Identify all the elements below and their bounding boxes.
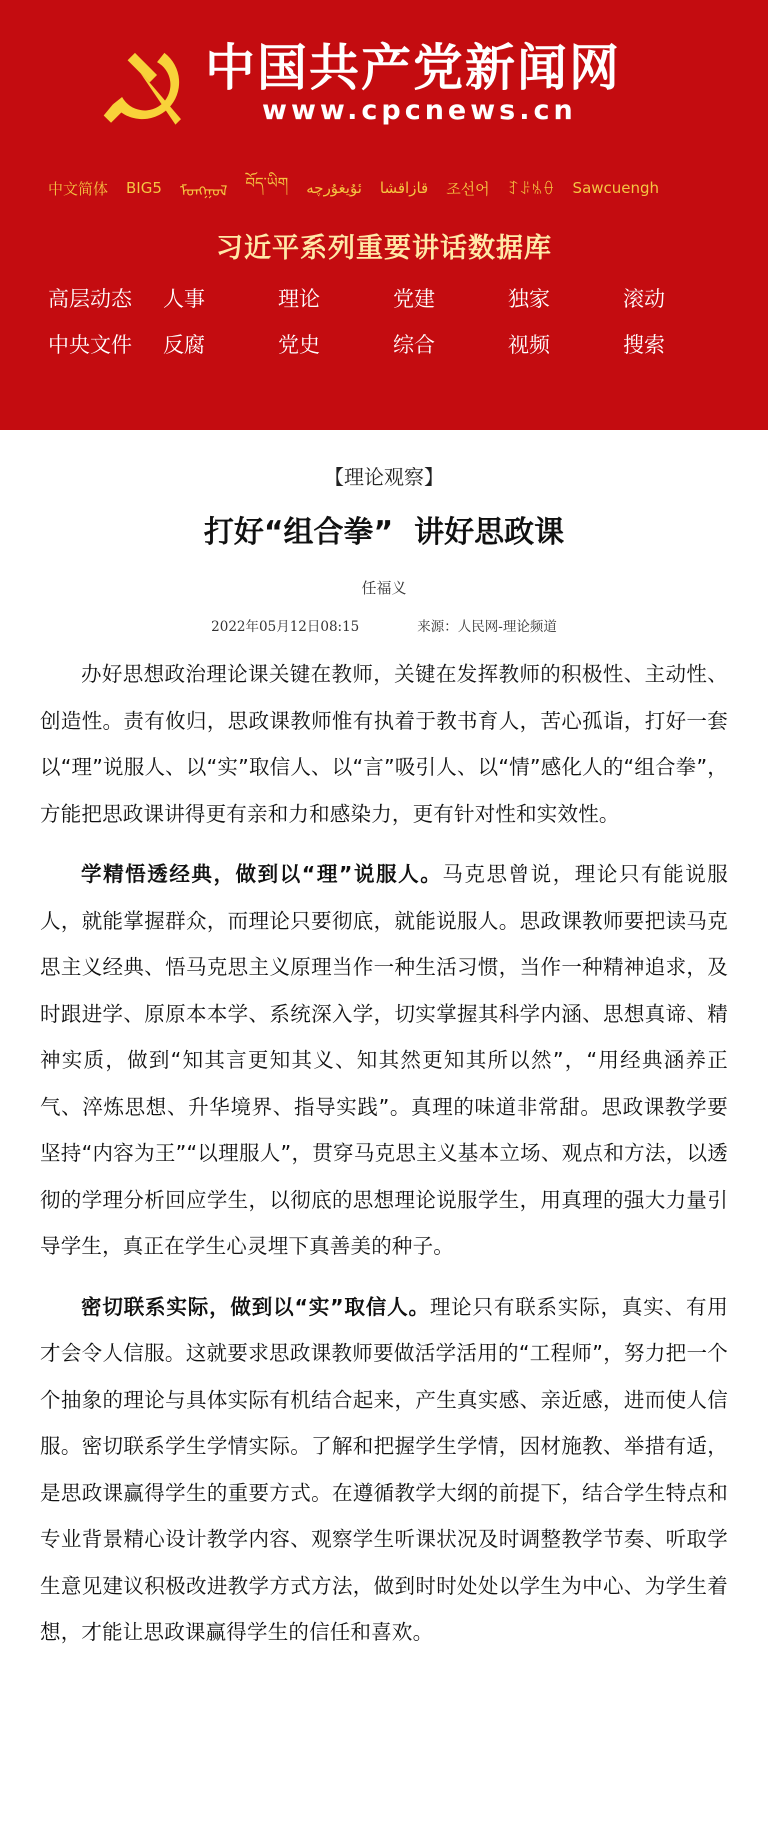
publish-date: 2022年05月12日08:15	[211, 619, 360, 635]
lang-simplified-chinese[interactable]: 中文简体	[48, 179, 109, 198]
lang-mongolian[interactable]: ᠮᠣᠩᠭᠣᠯ	[179, 182, 228, 200]
lang-big5[interactable]: BIG5	[126, 179, 162, 197]
lang-uyghur[interactable]: ئۇيغۇرچە	[306, 179, 362, 197]
database-title[interactable]: 习近平系列重要讲话数据库	[216, 233, 552, 264]
language-bar	[48, 174, 728, 202]
article	[0, 430, 768, 1670]
lang-korean[interactable]: 조선어	[446, 179, 490, 198]
paragraph-text: 理论只有联系实际，真实、有用才会令人信服。这就要求思政课教师要做活学活用的“工程师”，努力把一个个抽象的理论与具体实际有机结合起来，产生真实感、亲近感，进而使人信服。密切联系学生学情实际。了解和把握学生学情，因材施教、举措有适，是思政课赢得学生的重要方式。在遵循教学大纲的前提下，结合学生特点和专业背景精心设计教学内容、观察学生听课状况及时调整教学节奏、听取学生意见建议积极改进教学方式方法，做到时时处处以学生为中心、为学生着想，才能让思政课赢得学生的信任和喜欢。	[40, 1294, 728, 1644]
nav-item-leadership-news[interactable]: 高层动态	[48, 287, 132, 311]
article-meta	[0, 615, 768, 635]
article-body	[0, 651, 768, 1656]
paragraph-text: 马克思曾说，理论只有能说服人，就能掌握群众，而理论只要彻底，就能说服人。思政课教师要把读马克思主义经典、悟马克思主义原理当作一种生活习惯，当作一种精神追求，及时跟进学、原原本本学、系统深入学，切实掌握其科学内涵、思想真谛、精神实质，做到“知其言更知其义、知其然更知其所以然”，“用经典涵养正气、淬炼思想、升华境界、指导实践”。真理的味道非常甜。思政课教学要坚持“内容为王”“以理服人”，贯穿马克思主义基本立场、观点和方法，以透彻的学理分析回应学生，以彻底的思想理论说服学生，用真理的强大力量引导学生，真正在学生心灵埋下真善美的种子。	[40, 862, 728, 1258]
site-name: 中国共产党新闻网	[205, 39, 621, 97]
paragraph-text: 办好思想政治理论课关键在教师，关键在发挥教师的积极性、主动性、创造性。责有攸归，思政课教师惟有执着于教书育人，苦心孤诣，打好一套以“理”说服人、以“实”取信人、以“言”吸引人、以“情”感化人的“组合拳”，方能把思政课讲得更有亲和力和感染力，更有针对性和实效性。	[40, 662, 728, 826]
article-paragraph	[40, 851, 728, 1270]
nav-item-personnel[interactable]: 人事	[163, 287, 205, 311]
article-author: 任福义	[361, 579, 407, 597]
party-emblem-icon[interactable]	[100, 40, 192, 132]
nav-item-party-history[interactable]: 党史	[278, 333, 320, 357]
nav-item-theory[interactable]: 理论	[278, 287, 320, 311]
lang-tibetan[interactable]: བོད་ཡིག	[245, 174, 289, 192]
nav-item-exclusive[interactable]: 独家	[508, 287, 550, 311]
lang-kazakh[interactable]: قازاقشا	[379, 179, 429, 197]
nav-item-search[interactable]: 搜索	[623, 333, 665, 357]
lang-yi[interactable]: ꆈꌠꁱꂷ	[507, 180, 555, 198]
nav-item-video[interactable]: 视频	[508, 333, 550, 357]
site-url[interactable]: www.cpcnews.cn	[262, 95, 577, 126]
article-title: 打好“组合拳” 讲好思政课	[203, 515, 565, 550]
nav-item-anti-corruption[interactable]: 反腐	[163, 333, 205, 357]
nav-item-comprehensive[interactable]: 综合	[393, 333, 435, 357]
nav-item-rolling[interactable]: 滚动	[623, 287, 665, 311]
column-label: 【理论观察】	[324, 465, 444, 489]
nav-item-party-building[interactable]: 党建	[393, 287, 435, 311]
paragraph-lead: 密切联系实际，做到以“实”取信人。	[81, 1294, 430, 1319]
nav-item-central-documents[interactable]: 中央文件	[48, 333, 132, 357]
article-paragraph	[40, 1284, 728, 1656]
article-source[interactable]: 来源：人民网-理论频道	[417, 619, 557, 635]
paragraph-lead: 学精悟透经典，做到以“理”说服人。	[81, 862, 443, 886]
site-header	[0, 0, 768, 430]
article-paragraph	[40, 651, 728, 837]
lang-zhuang[interactable]: Sawcuengh	[572, 179, 660, 197]
main-nav	[48, 287, 728, 357]
